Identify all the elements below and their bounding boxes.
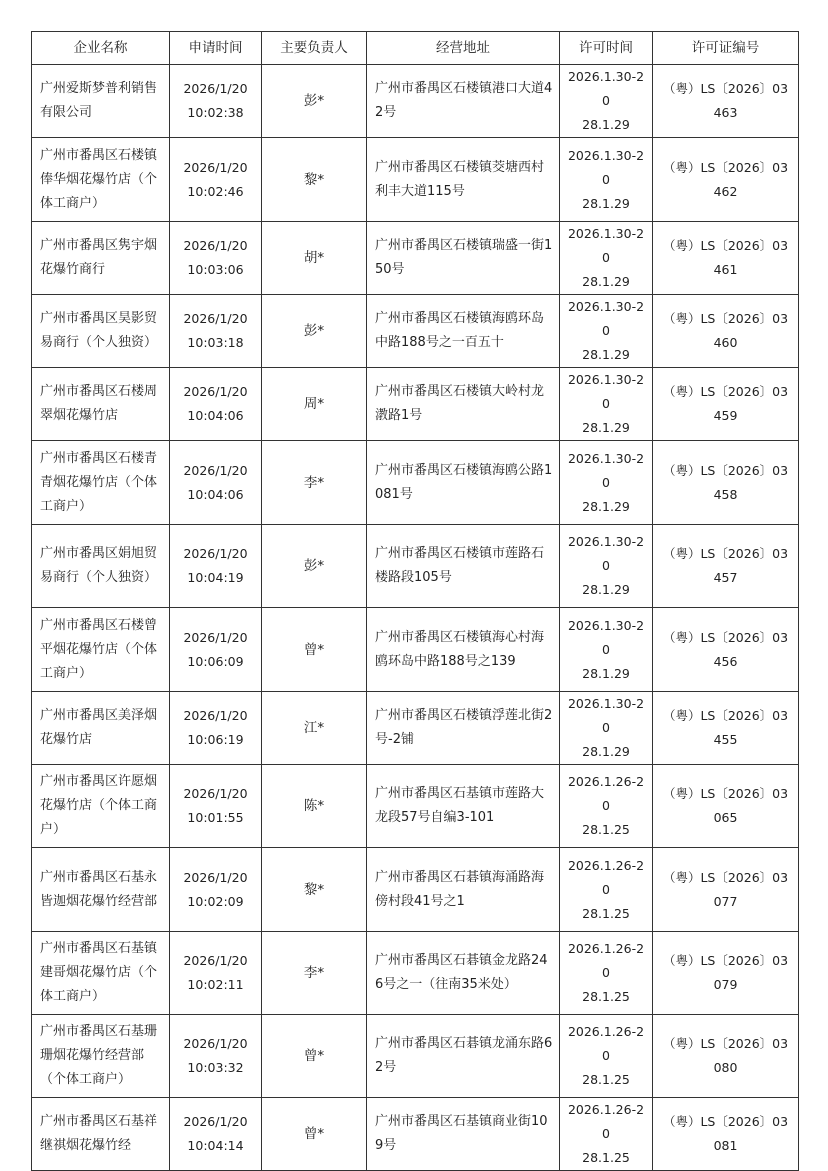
apply-date: 2026/1/20 — [183, 786, 248, 801]
cell-address: 广州市番禺区石楼镇海鸥环岛中路188号之一百五十 — [367, 295, 560, 368]
apply-clock: 10:03:06 — [187, 262, 244, 277]
apply-clock: 10:04:14 — [187, 1138, 244, 1153]
cell-permit-period — [560, 1098, 653, 1171]
cell-apply-time — [170, 138, 262, 222]
permit-line-2: 28.1.29 — [582, 665, 630, 681]
cell-apply-time — [170, 525, 262, 608]
cell-permit-period — [560, 932, 653, 1015]
cell-address: 广州市番禺区石碁镇海涌路海傍村段41号之1 — [367, 848, 560, 932]
apply-clock: 10:06:09 — [187, 653, 244, 669]
cell-permit-period — [560, 1015, 653, 1098]
permit-line-1: 2026.1.30-20 — [567, 372, 645, 411]
license-line-2: 065 — [713, 810, 738, 825]
permit-line-1: 2026.1.30-20 — [567, 450, 645, 490]
apply-date: 2026/1/20 — [183, 384, 248, 399]
cell-license-no — [653, 608, 799, 692]
cell-permit-period — [560, 368, 653, 441]
cell-license-no — [653, 1015, 799, 1098]
apply-date: 2026/1/20 — [183, 81, 248, 96]
cell-person: 胡* — [262, 222, 367, 295]
license-line-2: 462 — [713, 183, 738, 199]
cell-apply-time — [170, 608, 262, 692]
cell-license-no — [653, 848, 799, 932]
permit-line-1: 2026.1.26-20 — [567, 1024, 645, 1063]
cell-company: 广州市番禺区石楼青青烟花爆竹店（个体工商户） — [32, 441, 170, 525]
license-line-1: （粤）LS〔2026〕03 — [662, 1036, 789, 1051]
cell-license-no — [653, 222, 799, 295]
cell-permit-period — [560, 692, 653, 765]
apply-date: 2026/1/20 — [183, 708, 248, 723]
cell-permit-period — [560, 295, 653, 368]
cell-permit-period — [560, 525, 653, 608]
license-line-1: （粤）LS〔2026〕03 — [662, 953, 789, 968]
cell-address: 广州市番禺区石楼镇浮莲北街2号-2铺 — [367, 692, 560, 765]
license-line-1: （粤）LS〔2026〕03 — [662, 238, 789, 253]
permit-line-1: 2026.1.26-20 — [567, 857, 645, 897]
license-line-2: 455 — [713, 732, 738, 747]
permit-line-1: 2026.1.26-20 — [567, 1102, 645, 1141]
cell-company: 广州市番禺区娟旭贸易商行（个人独资） — [32, 525, 170, 608]
cell-person: 彭* — [262, 295, 367, 368]
table-row — [32, 65, 799, 138]
license-line-2: 458 — [713, 486, 738, 502]
permit-line-2: 28.1.29 — [582, 195, 630, 211]
license-line-1: （粤）LS〔2026〕03 — [662, 786, 789, 801]
permit-line-1: 2026.1.30-20 — [567, 69, 645, 108]
license-line-1: （粤）LS〔2026〕03 — [662, 159, 789, 175]
table-row — [32, 765, 799, 848]
header-address: 经营地址 — [367, 32, 560, 65]
license-line-1: （粤）LS〔2026〕03 — [662, 708, 789, 723]
cell-person: 陈* — [262, 765, 367, 848]
license-line-1: （粤）LS〔2026〕03 — [662, 81, 789, 96]
cell-company: 广州市番禺区昊影贸易商行（个人独资） — [32, 295, 170, 368]
cell-address: 广州市番禺区石楼镇海心村海鸥环岛中路188号之139 — [367, 608, 560, 692]
cell-person: 江* — [262, 692, 367, 765]
cell-person: 李* — [262, 441, 367, 525]
permit-line-2: 28.1.29 — [582, 582, 630, 597]
cell-person: 曾* — [262, 608, 367, 692]
cell-address: 广州市番禺区石楼镇瑞盛一街150号 — [367, 222, 560, 295]
cell-address: 广州市番禺区石楼镇港口大道42号 — [367, 65, 560, 138]
cell-license-no — [653, 692, 799, 765]
table-row — [32, 138, 799, 222]
cell-license-no — [653, 295, 799, 368]
permit-line-1: 2026.1.30-20 — [567, 147, 645, 187]
cell-license-no — [653, 441, 799, 525]
apply-clock: 10:03:18 — [187, 335, 244, 350]
permit-line-2: 28.1.25 — [582, 1072, 630, 1087]
cell-apply-time — [170, 692, 262, 765]
license-line-1: （粤）LS〔2026〕03 — [662, 546, 789, 561]
apply-clock: 10:02:46 — [187, 183, 244, 199]
permit-line-1: 2026.1.30-20 — [567, 617, 645, 657]
permit-line-2: 28.1.25 — [582, 822, 630, 837]
apply-clock: 10:02:38 — [187, 105, 244, 120]
table-row — [32, 932, 799, 1015]
header-person: 主要负责人 — [262, 32, 367, 65]
apply-clock: 10:02:09 — [187, 893, 244, 909]
cell-address: 广州市番禺区石碁镇龙涌东路62号 — [367, 1015, 560, 1098]
cell-person: 李* — [262, 932, 367, 1015]
table-row — [32, 1098, 799, 1171]
cell-license-no — [653, 525, 799, 608]
cell-person: 黎* — [262, 848, 367, 932]
permit-line-1: 2026.1.30-20 — [567, 299, 645, 338]
apply-date: 2026/1/20 — [183, 869, 248, 885]
table-header-row — [32, 32, 799, 65]
license-line-2: 457 — [713, 570, 738, 585]
license-line-2: 081 — [713, 1138, 738, 1153]
cell-company: 广州市番禺区石楼镇俸华烟花爆竹店（个体工商户） — [32, 138, 170, 222]
permit-line-1: 2026.1.26-20 — [567, 774, 645, 813]
cell-license-no — [653, 932, 799, 1015]
cell-apply-time — [170, 441, 262, 525]
license-line-2: 077 — [713, 893, 738, 909]
apply-date: 2026/1/20 — [183, 159, 248, 175]
apply-date: 2026/1/20 — [183, 629, 248, 645]
cell-permit-period — [560, 765, 653, 848]
cell-permit-period — [560, 222, 653, 295]
cell-permit-period — [560, 848, 653, 932]
cell-license-no — [653, 65, 799, 138]
cell-apply-time — [170, 765, 262, 848]
license-line-2: 463 — [713, 105, 738, 120]
cell-license-no — [653, 138, 799, 222]
apply-date: 2026/1/20 — [183, 311, 248, 326]
cell-apply-time — [170, 65, 262, 138]
cell-company: 广州市番禺区隽宇烟花爆竹商行 — [32, 222, 170, 295]
apply-clock: 10:03:32 — [187, 1060, 244, 1075]
apply-clock: 10:01:55 — [187, 810, 244, 825]
table-body — [32, 65, 799, 1171]
cell-apply-time — [170, 1098, 262, 1171]
cell-address: 广州市番禺区石楼镇市莲路石楼路段105号 — [367, 525, 560, 608]
cell-company: 广州市番禺区石基镇建哥烟花爆竹店（个体工商户） — [32, 932, 170, 1015]
license-table-container — [31, 31, 799, 1171]
cell-company: 广州市番禺区石楼曾平烟花爆竹店（个体工商户） — [32, 608, 170, 692]
header-company: 企业名称 — [32, 32, 170, 65]
permit-line-2: 28.1.25 — [582, 989, 630, 1004]
apply-date: 2026/1/20 — [183, 546, 248, 561]
cell-apply-time — [170, 368, 262, 441]
header-permit-period: 许可时间 — [560, 32, 653, 65]
cell-person: 曾* — [262, 1098, 367, 1171]
cell-permit-period — [560, 441, 653, 525]
license-line-1: （粤）LS〔2026〕03 — [662, 1114, 789, 1129]
cell-address: 广州市番禺区石楼镇大岭村龙漖路1号 — [367, 368, 560, 441]
cell-address: 广州市番禺区石楼镇海鸥公路1081号 — [367, 441, 560, 525]
permit-line-2: 28.1.25 — [582, 1150, 630, 1165]
license-line-2: 456 — [713, 653, 738, 669]
table-row — [32, 368, 799, 441]
cell-company: 广州爱斯梦普利销售有限公司 — [32, 65, 170, 138]
apply-date: 2026/1/20 — [183, 1114, 248, 1129]
license-line-1: （粤）LS〔2026〕03 — [662, 629, 789, 645]
cell-permit-period — [560, 138, 653, 222]
apply-clock: 10:02:11 — [187, 977, 244, 992]
cell-company: 广州市番禺区美泽烟花爆竹店 — [32, 692, 170, 765]
cell-person: 曾* — [262, 1015, 367, 1098]
cell-person: 周* — [262, 368, 367, 441]
license-line-2: 079 — [713, 977, 738, 992]
permit-line-1: 2026.1.30-20 — [567, 696, 645, 735]
cell-person: 彭* — [262, 65, 367, 138]
header-license-no: 许可证编号 — [653, 32, 799, 65]
cell-company: 广州市番禺区石基珊珊烟花爆竹经营部（个体工商户） — [32, 1015, 170, 1098]
cell-apply-time — [170, 932, 262, 1015]
table-row — [32, 525, 799, 608]
permit-line-2: 28.1.29 — [582, 498, 630, 514]
apply-date: 2026/1/20 — [183, 953, 248, 968]
permit-line-1: 2026.1.30-20 — [567, 226, 645, 265]
cell-address: 广州市番禺区石基镇市莲路大龙段57号自编3-101 — [367, 765, 560, 848]
apply-date: 2026/1/20 — [183, 238, 248, 253]
permit-line-1: 2026.1.30-20 — [567, 534, 645, 573]
cell-apply-time — [170, 295, 262, 368]
cell-apply-time — [170, 848, 262, 932]
license-line-1: （粤）LS〔2026〕03 — [662, 384, 789, 399]
apply-clock: 10:04:19 — [187, 570, 244, 585]
table-row — [32, 295, 799, 368]
cell-permit-period — [560, 65, 653, 138]
license-line-2: 459 — [713, 408, 738, 423]
header-apply-time: 申请时间 — [170, 32, 262, 65]
cell-company: 广州市番禺区许愿烟花爆竹店（个体工商户） — [32, 765, 170, 848]
cell-address: 广州市番禺区石楼镇茭塘西村利丰大道115号 — [367, 138, 560, 222]
license-table — [31, 31, 799, 1171]
cell-company: 广州市番禺区石基永皆迦烟花爆竹经营部 — [32, 848, 170, 932]
permit-line-2: 28.1.29 — [582, 744, 630, 759]
license-line-1: （粤）LS〔2026〕03 — [662, 311, 789, 326]
cell-license-no — [653, 368, 799, 441]
apply-clock: 10:04:06 — [187, 486, 244, 502]
table-row — [32, 848, 799, 932]
cell-company: 广州市番禺区石楼周翠烟花爆竹店 — [32, 368, 170, 441]
cell-permit-period — [560, 608, 653, 692]
cell-address: 广州市番禺区石碁镇金龙路246号之一（往南35米处） — [367, 932, 560, 1015]
permit-line-2: 28.1.29 — [582, 274, 630, 289]
cell-address: 广州市番禺区石基镇商业街109号 — [367, 1098, 560, 1171]
table-row — [32, 222, 799, 295]
permit-line-2: 28.1.29 — [582, 347, 630, 362]
apply-date: 2026/1/20 — [183, 1036, 248, 1051]
table-row — [32, 441, 799, 525]
license-line-2: 460 — [713, 335, 738, 350]
apply-clock: 10:04:06 — [187, 408, 244, 423]
apply-date: 2026/1/20 — [183, 462, 248, 478]
license-line-2: 461 — [713, 262, 738, 277]
cell-person: 彭* — [262, 525, 367, 608]
table-row — [32, 608, 799, 692]
table-row — [32, 1015, 799, 1098]
permit-line-2: 28.1.25 — [582, 905, 630, 921]
apply-clock: 10:06:19 — [187, 732, 244, 747]
permit-line-2: 28.1.29 — [582, 117, 630, 132]
license-line-2: 080 — [713, 1060, 738, 1075]
cell-license-no — [653, 765, 799, 848]
cell-person: 黎* — [262, 138, 367, 222]
cell-apply-time — [170, 1015, 262, 1098]
table-row — [32, 692, 799, 765]
permit-line-2: 28.1.29 — [582, 420, 630, 435]
license-line-1: （粤）LS〔2026〕03 — [662, 462, 789, 478]
cell-license-no — [653, 1098, 799, 1171]
cell-apply-time — [170, 222, 262, 295]
license-line-1: （粤）LS〔2026〕03 — [662, 869, 789, 885]
cell-company: 广州市番禺区石基祥继祺烟花爆竹经 — [32, 1098, 170, 1171]
permit-line-1: 2026.1.26-20 — [567, 941, 645, 980]
